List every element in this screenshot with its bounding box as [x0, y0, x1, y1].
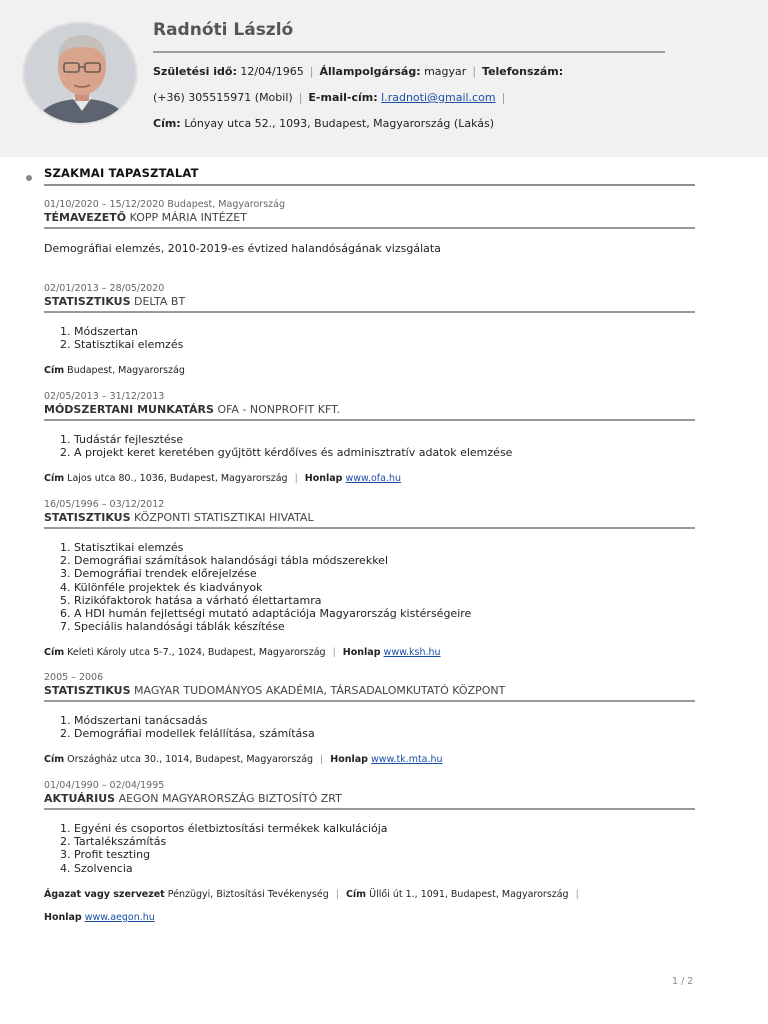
address-value: Keleti Károly utca 5-7., 1024, Budapest, Magyarország	[67, 647, 326, 659]
separator: |	[294, 473, 298, 485]
list-item: 4. Szolvencia	[74, 862, 695, 875]
email-label: E-mail-cím:	[308, 91, 378, 104]
entry-role: TÉMAVEZETŐ	[44, 211, 127, 224]
entry-organization: OFA - NONPROFIT KFT.	[217, 403, 340, 416]
address-value: Országház utca 30., 1014, Budapest, Magyarország	[67, 754, 314, 766]
entry-date: 02/01/2013 – 28/05/2020	[44, 283, 165, 294]
address-value: Lónyay utca 52., 1093, Budapest, Magyarország (Lakás)	[184, 117, 495, 130]
address-label: Cím	[44, 754, 65, 766]
duties-list	[44, 325, 695, 351]
birth-value: 12/04/1965	[240, 65, 304, 78]
list-item: 2. Demográfiai modellek felállítása, számítása	[74, 727, 695, 740]
entry-organization: KOPP MÁRIA INTÉZET	[129, 211, 247, 224]
nationality-value: magyar	[424, 65, 467, 78]
portrait-photo	[24, 23, 138, 125]
experience-entry	[44, 391, 695, 484]
entry-divider	[44, 527, 695, 529]
phone-value: (+36) 305515971 (Mobil)	[153, 91, 293, 104]
list-item: 3. Profit teszting	[74, 848, 695, 861]
entry-meta	[44, 473, 695, 484]
entry-role: STATISZTIKUS	[44, 511, 131, 524]
entry-meta	[44, 754, 695, 765]
address-label: Cím	[44, 473, 65, 485]
entry-title	[44, 295, 695, 308]
separator: |	[575, 888, 579, 900]
website-label: Honlap	[44, 911, 82, 923]
website-label: Honlap	[304, 473, 343, 485]
list-item: 1. Statisztikai elemzés	[74, 541, 695, 554]
website-link[interactable]: www.tk.mta.hu	[371, 754, 443, 766]
list-item: 6. A HDI humán fejlettségi mutató adaptációja Magyarország kistérségeire	[74, 607, 695, 620]
sector-label: Ágazat vagy szervezet	[44, 888, 165, 900]
website-label: Honlap	[342, 647, 381, 659]
entry-date: 02/05/2013 – 31/12/2013	[44, 391, 165, 402]
list-item: 2. Tartalékszámítás	[74, 835, 695, 848]
entry-divider	[44, 419, 695, 421]
entry-title	[44, 511, 695, 524]
entry-date: 01/04/1990 – 02/04/1995	[44, 780, 165, 791]
separator: |	[335, 888, 339, 900]
phone-label: Telefonszám:	[482, 65, 564, 78]
section-title: SZAKMAI TAPASZTALAT	[44, 166, 199, 180]
personal-info-line-1	[153, 65, 563, 78]
list-item: 1. Módszertani tanácsadás	[74, 714, 695, 727]
experience-entry	[44, 499, 695, 658]
separator: |	[501, 91, 506, 104]
address-value: Budapest, Magyarország	[67, 365, 185, 377]
entry-meta	[44, 889, 695, 900]
duties-list	[44, 541, 695, 633]
list-item: 4. Különféle projektek és kiadványok	[74, 581, 695, 594]
person-name: Radnóti László	[153, 20, 294, 40]
entry-date: 01/10/2020 – 15/12/2020 Budapest, Magyarország	[44, 199, 285, 210]
entry-date: 2005 – 2006	[44, 672, 104, 683]
entry-organization: DELTA BT	[134, 295, 186, 308]
address-label: Cím	[44, 647, 65, 659]
entry-title	[44, 211, 695, 224]
list-item: 2. A projekt keret keretében gyűjtött kérdőíves és adminisztratív adatok elemzése	[74, 446, 695, 459]
duties-list	[44, 714, 695, 740]
section-bullet-icon	[26, 175, 32, 181]
list-item: 1. Tudástár fejlesztése	[74, 433, 695, 446]
separator: |	[309, 65, 314, 78]
website-label: Honlap	[330, 754, 368, 766]
entry-divider	[44, 311, 695, 313]
separator: |	[320, 754, 324, 766]
birth-label: Születési idő:	[153, 65, 237, 78]
list-item: 2. Statisztikai elemzés	[74, 338, 695, 351]
entry-divider	[44, 808, 695, 810]
entry-meta	[44, 365, 695, 376]
address-label: Cím:	[153, 117, 181, 130]
sector-value: Pénzügyi, Biztosítási Tevékenység	[167, 888, 329, 900]
avatar	[22, 21, 138, 125]
personal-info-line-3	[153, 117, 494, 130]
website-link[interactable]: www.ksh.hu	[383, 647, 441, 659]
address-value: Üllői út 1., 1091, Budapest, Magyarország	[369, 888, 569, 900]
website-link[interactable]: www.ofa.hu	[345, 473, 402, 485]
experience-entry	[44, 780, 695, 923]
list-item: 5. Rizikófaktorok hatása a várható élettartamra	[74, 594, 695, 607]
entry-description: Demográfiai elemzés, 2010-2019-es évtized halandóságának vizsgálata	[44, 242, 441, 255]
list-item: 1. Módszertan	[74, 325, 695, 338]
entry-role: STATISZTIKUS	[44, 684, 131, 697]
entry-organization: AEGON MAGYARORSZÁG BIZTOSÍTÓ ZRT	[118, 792, 342, 805]
experience-entry	[44, 283, 695, 376]
entry-divider	[44, 700, 695, 702]
list-item: 7. Speciális halandósági táblák készítése	[74, 620, 695, 633]
address-label: Cím	[345, 888, 367, 900]
nationality-label: Állampolgárság:	[319, 65, 421, 78]
entry-meta	[44, 647, 695, 658]
page-number: 1 / 2	[672, 976, 694, 987]
list-item: 2. Demográfiai számítások halandósági tábla módszerekkel	[74, 554, 695, 567]
duties-list	[44, 822, 695, 875]
entry-divider	[44, 227, 695, 229]
entry-role: MÓDSZERTANI MUNKATÁRS	[44, 403, 214, 416]
address-label: Cím	[44, 365, 65, 377]
name-divider	[153, 51, 665, 53]
entry-title	[44, 403, 695, 416]
separator: |	[472, 65, 477, 78]
separator: |	[332, 647, 336, 659]
entry-organization: MAGYAR TUDOMÁNYOS AKADÉMIA, TÁRSADALOMKUTATÓ KÖZPONT	[134, 684, 506, 697]
address-value: Lajos utca 80., 1036, Budapest, Magyarország	[67, 473, 288, 485]
entry-role: STATISZTIKUS	[44, 295, 131, 308]
experience-entry	[44, 199, 695, 255]
entry-date: 16/05/1996 – 03/12/2012	[44, 499, 165, 510]
cv-header	[0, 0, 768, 157]
section-divider	[44, 184, 695, 186]
email-link[interactable]: l.radnoti@gmail.com	[381, 91, 496, 104]
experience-entry	[44, 672, 695, 765]
personal-info-line-2	[153, 91, 511, 104]
entry-title	[44, 684, 695, 697]
website-link[interactable]: www.aegon.hu	[84, 911, 155, 923]
entry-organization: KÖZPONTI STATISZTIKAI HIVATAL	[134, 511, 314, 524]
entry-role: AKTUÁRIUS	[44, 792, 116, 805]
list-item: 3. Demográfiai trendek előrejelzése	[74, 567, 695, 580]
entry-meta	[44, 912, 695, 923]
separator: |	[298, 91, 303, 104]
list-item: 1. Egyéni és csoportos életbiztosítási termékek kalkulációja	[74, 822, 695, 835]
entry-title	[44, 792, 695, 805]
duties-list	[44, 433, 695, 459]
